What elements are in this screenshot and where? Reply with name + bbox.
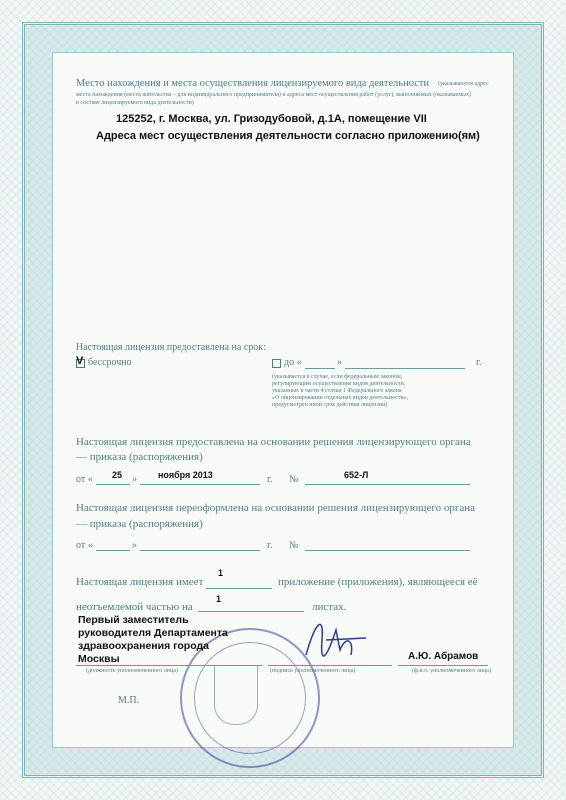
- term-note-4: «О лицензировании отдельных видов деятельности»,: [272, 395, 409, 401]
- addresses-reference: Адреса мест осуществления деятельности согласно приложению(ям): [96, 130, 480, 142]
- signer-position-3: здравоохранения города: [78, 640, 209, 652]
- term-note-5: предусмотрен иной срок действия лицензии): [272, 402, 388, 408]
- location-note-3: в составе лицензируемого вида деятельности): [76, 100, 194, 106]
- reissue-line-2: — приказа (распоряжения): [76, 518, 203, 530]
- location-note-1: (указываются адрес: [438, 81, 489, 87]
- order-month-year: ноября 2013: [158, 470, 213, 480]
- appendix-count: 1: [218, 568, 224, 578]
- location-note-2: места нахождения (места жительства – для индивидуального предпринимателя) и адреса мест осуществления работ (услуг), выполняемых (оказываемых): [76, 92, 472, 98]
- basis-line-1: Настоящая лицензия предоставлена на основании решения лицензирующего органа: [76, 436, 471, 448]
- signer-position-2: руководителя Департамента: [78, 627, 228, 639]
- seal-place-label: М.П.: [118, 695, 140, 706]
- license-page: Место нахождения и места осуществления лицензируемого вида деятельности (указываются адрес места нахождения (места жительства – для индивидуального предпринимателя) и адреса мест осуществления работ (услуг), выполняемых (оказываемых) в составе лицензируемого вида деятельности) 125252, г. Москва, ул. Гризодубовой, д.1А, помещение VII Адреса мест осуществления деятельности согласно приложению(ям) Настоящая лицензия предоставлена на срок: V бессрочно до « » г. (указывается в случае, если федеральным законом, регулирующим осуществление видов деятельности, указанных в части 4 статьи 1 Федерального закона «О лицензировании отдельных видов деятельности», предусмотрен иной срок действия лицензии) Настоящая лицензия предоставлена на основании решения лицензирующего органа — приказа (распоряжения) от « 25 » ноября 2013 г. № 652-Л Настоящая лицензия переоформлена на основании решения лицензирующего органа — приказа (распоряжения) от « » г. № Настоящая лицензия имеет 1 приложение (приложения), являющееся её неотъемлемой частью на 1 листах. Первый заместитель руководителя Департамента здравоохранения города Москвы А.Ю. Абрамов (должность уполномоченного лица) (подпись уполномоченного лица) (ф.и.о. уполномоченного лица) М.П.: [0, 0, 566, 800]
- appendix-line-2: неотъемлемой частью на: [76, 601, 193, 613]
- signer-name: А.Ю. Абрамов: [408, 651, 479, 662]
- appendix-pre: Настоящая лицензия имеет: [76, 576, 204, 588]
- location-title: Место нахождения и места осуществления лицензируемого вида деятельности: [76, 78, 430, 89]
- term-note-2: регулирующим осуществление видов деятельности,: [272, 381, 406, 387]
- term-note-3: указанных в части 4 статьи 1 Федерального закона: [272, 388, 402, 394]
- order-day: 25: [112, 470, 123, 480]
- signer-position-1: Первый заместитель: [78, 614, 189, 626]
- until-checkbox: [272, 359, 281, 368]
- check-mark: V: [76, 355, 84, 367]
- reissue-line-1: Настоящая лицензия переоформлена на основании решения лицензирующего органа: [76, 502, 475, 514]
- option-indefinite: бессрочно: [88, 357, 132, 368]
- coat-of-arms-icon: [214, 665, 258, 725]
- appendix-post: приложение (приложения), являющееся её: [278, 576, 478, 588]
- caption-position: (должность уполномоченного лица): [86, 668, 178, 674]
- until-label: до «: [284, 357, 302, 368]
- basis-line-2: — приказа (распоряжения): [76, 451, 203, 463]
- order-number: 652-Л: [344, 470, 369, 480]
- caption-name: (ф.и.о. уполномоченного лица): [412, 668, 491, 674]
- appendix-sheets-label: листах.: [312, 601, 347, 613]
- signer-position-4: Москвы: [78, 653, 120, 665]
- term-note-1: (указывается в случае, если федеральным законом,: [272, 374, 403, 380]
- caption-signature: (подпись уполномоченного лица): [270, 668, 356, 674]
- signature-scribble: [296, 610, 376, 665]
- term-label: Настоящая лицензия предоставлена на срок:: [76, 342, 266, 353]
- address-text: 125252, г. Москва, ул. Гризодубовой, д.1А, помещение VII: [116, 113, 427, 125]
- appendix-sheets: 1: [216, 594, 222, 604]
